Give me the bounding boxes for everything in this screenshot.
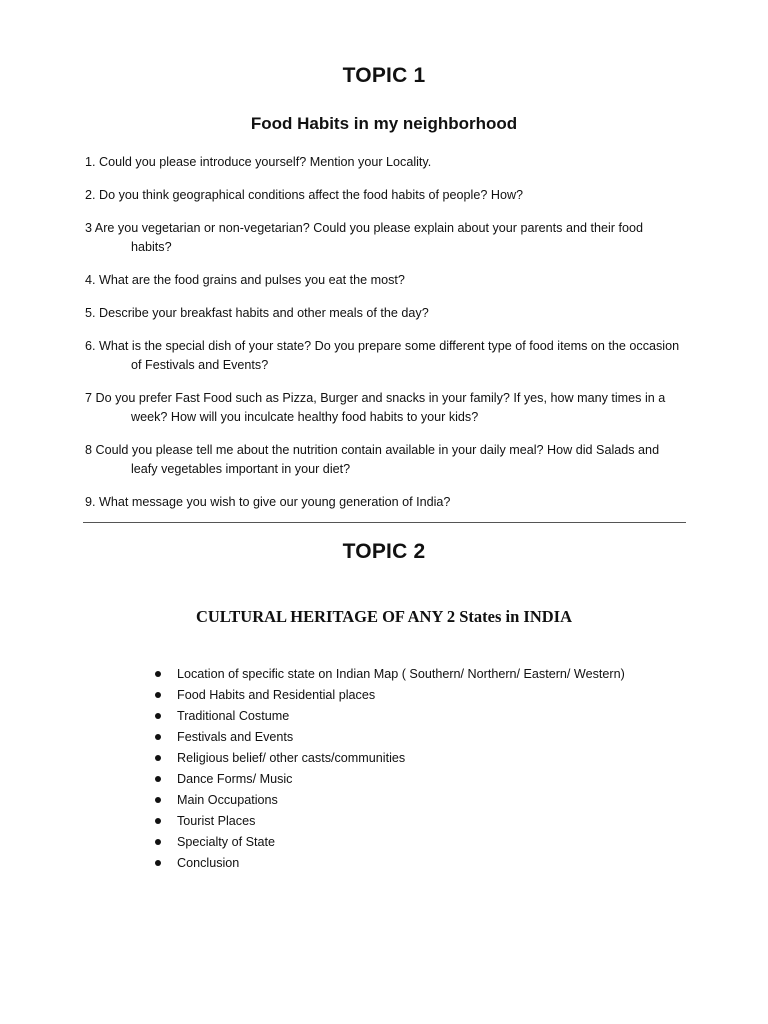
bullet-item: [155, 706, 625, 727]
bullet-icon: [155, 839, 161, 845]
bullet-icon: [155, 818, 161, 824]
bullet-text: Religious belief/ other casts/communities: [177, 751, 406, 765]
bullet-item: [155, 748, 625, 769]
bullet-text: Festivals and Events: [177, 730, 294, 744]
question-item: 4. What are the food grains and pulses you eat the most?: [85, 273, 405, 287]
topic1-subtitle: Food Habits in my neighborhood: [250, 114, 518, 133]
bullet-item: [155, 811, 625, 832]
bullet-text: Location of specific state on Indian Map ( Southern/ Northern/ Eastern/ Western): [177, 667, 625, 681]
topic2-title: TOPIC 2: [342, 540, 426, 563]
bullet-icon: [155, 692, 161, 698]
question-item: 3 Are you vegetarian or non-vegetarian? Could you please explain about your parents and their food habits?: [85, 221, 643, 254]
bullet-item: [155, 727, 625, 748]
topic2-bullet-list: [155, 664, 625, 874]
bullet-item: [155, 853, 625, 874]
bullet-text: Specialty of State: [177, 835, 276, 849]
question-item: 7 Do you prefer Fast Food such as Pizza, Burger and snacks in your family? If yes, how many times in a week? How will you inculcate healthy food habits to your kids?: [85, 391, 666, 424]
bullet-text: Main Occupations: [177, 793, 278, 807]
bullet-item: [155, 832, 625, 853]
bullet-text: Food Habits and Residential places: [177, 688, 376, 702]
bullet-icon: [155, 671, 161, 677]
topic1-title: TOPIC 1: [342, 64, 426, 87]
bullet-icon: [155, 713, 161, 719]
bullet-icon: [155, 797, 161, 803]
bullet-text: Traditional Costume: [177, 709, 290, 723]
topic2-subtitle: CULTURAL HERITAGE OF ANY 2 States in INDIA: [195, 607, 573, 626]
topic1-question-list: [85, 153, 685, 512]
bullet-icon: [155, 755, 161, 761]
question-item: 9. What message you wish to give our young generation of India?: [85, 495, 451, 509]
bullet-item: [155, 790, 625, 811]
bullet-item: [155, 685, 625, 706]
question-item: 1. Could you please introduce yourself? Mention your Locality.: [85, 155, 432, 169]
question-item: 8 Could you please tell me about the nutrition contain available in your daily meal? How did Salads and leafy vegetables important in your diet?: [85, 443, 660, 476]
question-item: 2. Do you think geographical conditions affect the food habits of people? How?: [85, 188, 524, 202]
bullet-text: Conclusion: [177, 856, 240, 870]
section-divider: [83, 522, 686, 523]
bullet-icon: [155, 734, 161, 740]
question-item: 5. Describe your breakfast habits and other meals of the day?: [85, 306, 429, 320]
bullet-text: Dance Forms/ Music: [177, 772, 293, 786]
bullet-text: Tourist Places: [177, 814, 256, 828]
bullet-icon: [155, 860, 161, 866]
question-item: 6. What is the special dish of your state? Do you prepare some different type of food items on the occasion of Festivals and Events?: [85, 339, 680, 372]
bullet-item: [155, 769, 625, 790]
bullet-item: [155, 664, 625, 685]
bullet-icon: [155, 776, 161, 782]
